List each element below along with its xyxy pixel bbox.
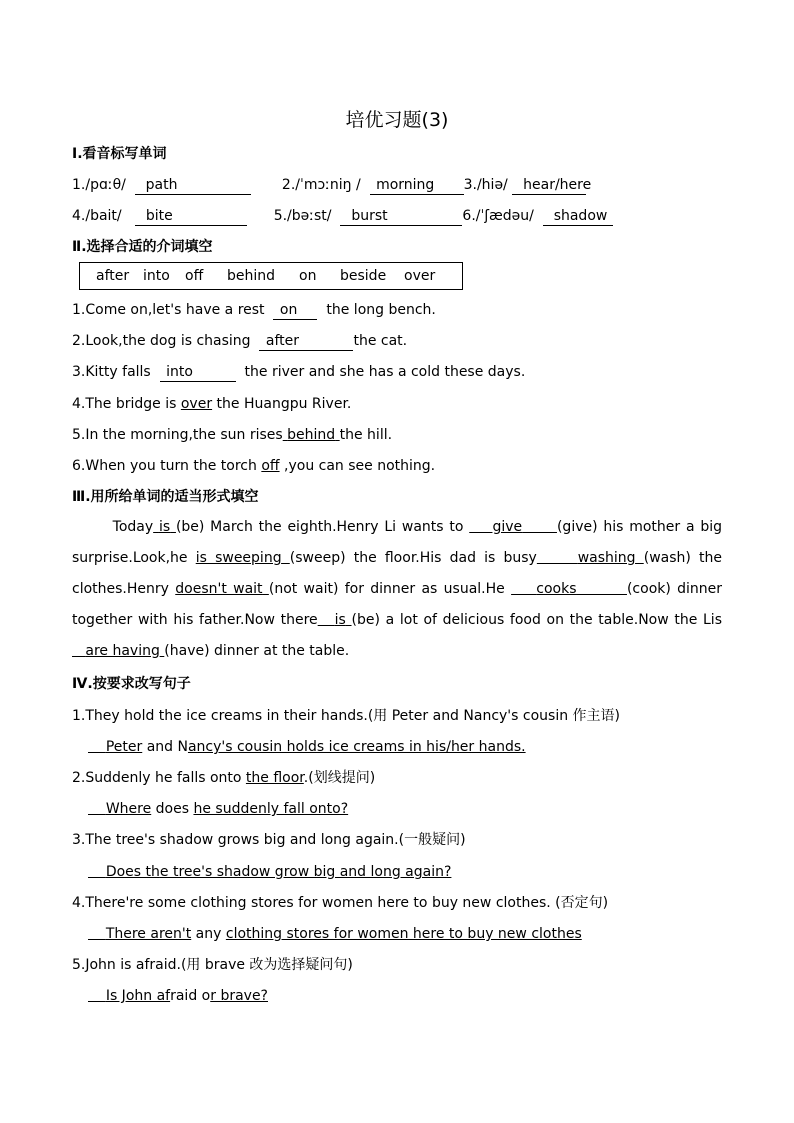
answer-blank: doesn't wait bbox=[175, 581, 263, 597]
answer-blank: into bbox=[160, 364, 236, 382]
preposition-q4: 4.The bridge is over the Huangpu River. bbox=[72, 396, 352, 412]
answer-blank: are having bbox=[85, 643, 160, 659]
word-bank-item: after bbox=[96, 268, 130, 284]
section-2-heading: Ⅱ.选择合适的介词填空 bbox=[72, 239, 213, 255]
phonetic-row-2 bbox=[72, 206, 613, 226]
preposition-q2: 2.Look,the dog is chasing after the cat. bbox=[72, 333, 408, 349]
rewrite-q1: 1.They hold the ice creams in their hands.(用 Peter and Nancy's cousin 作主语) bbox=[72, 708, 621, 724]
answer-blank: washing bbox=[577, 550, 636, 566]
rewrite-a2: Where does he suddenly fall onto? bbox=[105, 801, 349, 817]
word-bank-item: beside bbox=[340, 268, 387, 284]
page-title: 培优习题(3) bbox=[345, 109, 449, 131]
answer-blank: after bbox=[259, 333, 353, 351]
phonetic-3: 3./hiə/ bbox=[463, 177, 508, 193]
answer-4: bite bbox=[135, 208, 247, 226]
rewrite-a3: Does the tree's shadow grow big and long again? bbox=[105, 864, 452, 880]
word-bank-item: off bbox=[185, 268, 204, 284]
answer-5: burst bbox=[340, 208, 462, 226]
answer-blank: behind bbox=[287, 427, 336, 443]
word-bank-item: over bbox=[404, 268, 436, 284]
answer-blank: is bbox=[334, 612, 346, 628]
preposition-q1: 1.Come on,let's have a rest on the long bench. bbox=[72, 302, 436, 318]
section-3-heading: Ⅲ.用所给单词的适当形式填空 bbox=[72, 489, 259, 505]
word-bank-item: into bbox=[143, 268, 170, 284]
phonetic-5: 5./bəːst/ bbox=[273, 208, 332, 224]
preposition-q5: 5.In the morning,the sun rises behind the hill. bbox=[72, 427, 393, 443]
answer-blank: is sweeping bbox=[195, 550, 282, 566]
answer-blank: over bbox=[180, 396, 213, 412]
phonetic-4: 4./bait/ bbox=[72, 208, 122, 224]
preposition-q6: 6.When you turn the torch off ,you can see nothing. bbox=[72, 458, 436, 474]
rewrite-q3: 3.The tree's shadow grows big and long again.(一般疑问) bbox=[72, 832, 466, 848]
word-bank-item: behind bbox=[227, 268, 276, 284]
phonetic-2: 2./ˈmɔːniŋ / bbox=[281, 177, 361, 193]
phonetic-6: 6./ˈʃædəu/ bbox=[462, 208, 534, 224]
answer-blank: cooks bbox=[536, 581, 577, 597]
rewrite-q2: 2.Suddenly he falls onto the floor.(划线提问) bbox=[72, 770, 376, 786]
answer-2: morning bbox=[370, 177, 464, 195]
answer-blank: off bbox=[261, 458, 280, 474]
word-bank-box bbox=[79, 262, 463, 290]
answer-blank: give bbox=[492, 519, 523, 535]
answer-6: shadow bbox=[543, 208, 613, 226]
answer-blank: on bbox=[273, 302, 317, 320]
rewrite-a1: Peter and Nancy's cousin holds ice creams in his/her hands. bbox=[105, 739, 526, 755]
section-4-heading: Ⅳ.按要求改写句子 bbox=[72, 676, 191, 692]
word-bank-item: on bbox=[299, 268, 317, 284]
verb-form-paragraph: Today is (be) March the eighth.Henry Li wants to give (give) his mother a big surprise.Look,he is sweeping (sweep) the floor.His dad is busy washing (wash) the clothes.Henry doesn't wait (not wait) for dinner as usual.He cooks (cook) dinner together with his father.Now there is (be) a lot of delicious food on the table.Now the Lis are having (have) dinner at the table. bbox=[72, 519, 723, 659]
rewrite-q4: 4.There're some clothing stores for women here to buy new clothes. (否定句) bbox=[72, 895, 609, 911]
answer-1: path bbox=[135, 177, 251, 195]
rewrite-a4: There aren't any clothing stores for women here to buy new clothes bbox=[105, 926, 582, 942]
phonetic-1: 1./pɑːθ/ bbox=[72, 177, 126, 193]
answer-3: hear/here bbox=[512, 177, 586, 195]
answer-blank: is bbox=[158, 519, 171, 535]
preposition-q3: 3.Kitty falls into the river and she has a cold these days. bbox=[72, 364, 526, 380]
section-1-heading: Ⅰ.看音标写单词 bbox=[72, 146, 167, 162]
rewrite-a5: Is John afraid or brave? bbox=[105, 988, 268, 1004]
phonetic-row-1 bbox=[72, 175, 592, 195]
rewrite-q5: 5.John is afraid.(用 brave 改为选择疑问句) bbox=[72, 957, 353, 973]
